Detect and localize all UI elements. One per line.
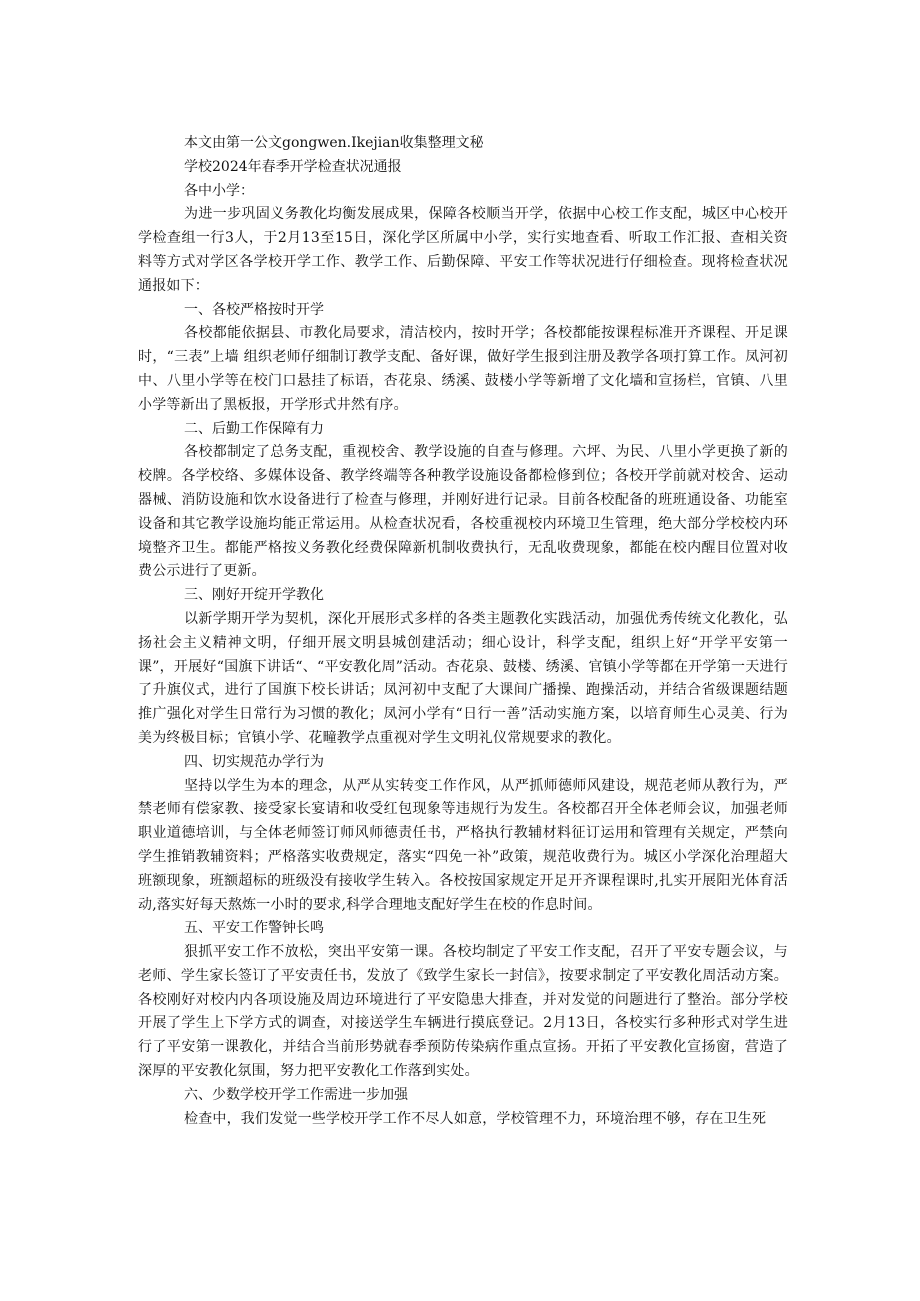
section-body: 坚持以学生为本的理念，从严从实转变工作作风，从严抓师德师风建设，规范老师从教行为，严禁老师有偿家教、接受家长宴请和收受红包现象等违规行为发生。各校都召开全体老师会议，加强老师职业道德培训，与全体老师签订师风师德责任书，严格执行教辅材料征订运用和管理有关规定，严禁向学生推销教辅资料；严格落实收费规定，落实“四免一补”政策，规范收费行为。城区小学深化治理超大班额现象，班额超标的班级没有接收学生转入。各校按国家规定开足开齐课程课时,扎实开展阳光体育活动,落实好每天熬炼一小时的要求,科学合理地支配好学生在校的作息时间。 [138,777,788,913]
section-body: 狠抓平安工作不放松，突出平安第一课。各校均制定了平安工作支配，召开了平安专题会议，与老师、学生家长签订了平安责任书，发放了《致学生家长一封信》，按要求制定了平安教化周活动方案。各校刚好对校内内各项设施及周边环境进行了平安隐患大排查，并对发觉的问题进行了整治。部分学校开展了学生上下学方式的调查，对接送学生车辆进行摸底登记。2月13日，各校实行多种形式对学生进行了平安第一课教化，并结合当前形势就春季预防传染病作重点宣扬。开拓了平安教化宣扬窗，营造了深厚的平安教化氛围，努力把平安教化工作落到实处。 [138,944,788,1080]
section-heading: 四、切实规范办学行为 [184,753,324,770]
document-title: 学校2024年春季开学检查状况通报 [184,158,402,175]
section-heading: 六、少数学校开学工作需进一步加强 [184,1086,408,1103]
source-line: 本文由第一公文gongwen.Ikejian收集整理文秘 [184,135,484,151]
section-heading: 五、平安工作警钟长鸣 [184,920,324,937]
section-heading: 一、各校严格按时开学 [184,301,324,318]
salutation: 各中小学： [184,182,254,199]
section-body: 各校都制定了总务支配，重视校舍、教学设施的自查与修理。六坪、为民、八里小学更换了新的校牌。各学校络、多媒体设备、教学终端等各种教学设施设备都检修到位；各校开学前就对校舍、运动器械、消防设施和饮水设备进行了检查与修理，并刚好进行记录。目前各校配备的班班通设备、功能室设备和其它教学设施均能正常运用。从检查状况看，各校重视校内环境卫生管理，绝大部分学校校内环境整齐卫生。都能严格按义务教化经费保障新机制收费执行，无乱收费现象，都能在校内醒目位置对收费公示进行了更新。 [138,444,788,580]
section-body: 各校都能依据县、市教化局要求，清洁校内，按时开学；各校都能按课程标准开齐课程、开足课时，“三表”上墙 组织老师仔细制订教学支配、备好课，做好学生报到注册及教学各项打算工作。凤河初中、八里小学等在校门口悬挂了标语，杏花泉、绣溪、鼓楼小学等新增了文化墙和宣扬栏，官镇、八里小学等新出了黑板报，开学形式井然有序。 [138,325,788,413]
section-heading: 二、后勤工作保障有力 [184,420,324,437]
section-heading: 三、刚好开绽开学教化 [184,587,324,604]
intro-paragraph: 为进一步巩固义务教化均衡发展成果，保障各校顺当开学，依据中心校工作支配，城区中心校开学检查组一行3人，于2月13至15日，深化学区所属中小学，实行实地查看、听取工作汇报、查相关资料等方式对学区各学校开学工作、教学工作、后勤保障、平安工作等状况进行仔细检查。现将检查状况通报如下： [138,206,788,294]
section-body: 以新学期开学为契机，深化开展形式多样的各类主题教化实践活动，加强优秀传统文化教化，弘扬社会主义精神文明，仔细开展文明县城创建活动；细心设计，科学支配，组织上好“开学平安第一课”，开展好“国旗下讲话“、“平安教化周”活动。杏花泉、鼓楼、绣溪、官镇小学等都在开学第一天进行了升旗仪式，进行了国旗下校长讲话；凤河初中支配了大课间广播操、跑操活动，并结合省级课题结题推广强化对学生日常行为习惯的教化；凤河小学有“日行一善”活动实施方案，以培育师生心灵美、行为美为终极目标；官镇小学、花疃教学点重视对学生文明礼仪常规要求的教化。 [138,610,788,746]
document-body [138,132,788,1131]
section-body: 检查中，我们发觉一些学校开学工作不尽人如意，学校管理不力，环境治理不够，存在卫生死 [184,1110,767,1127]
